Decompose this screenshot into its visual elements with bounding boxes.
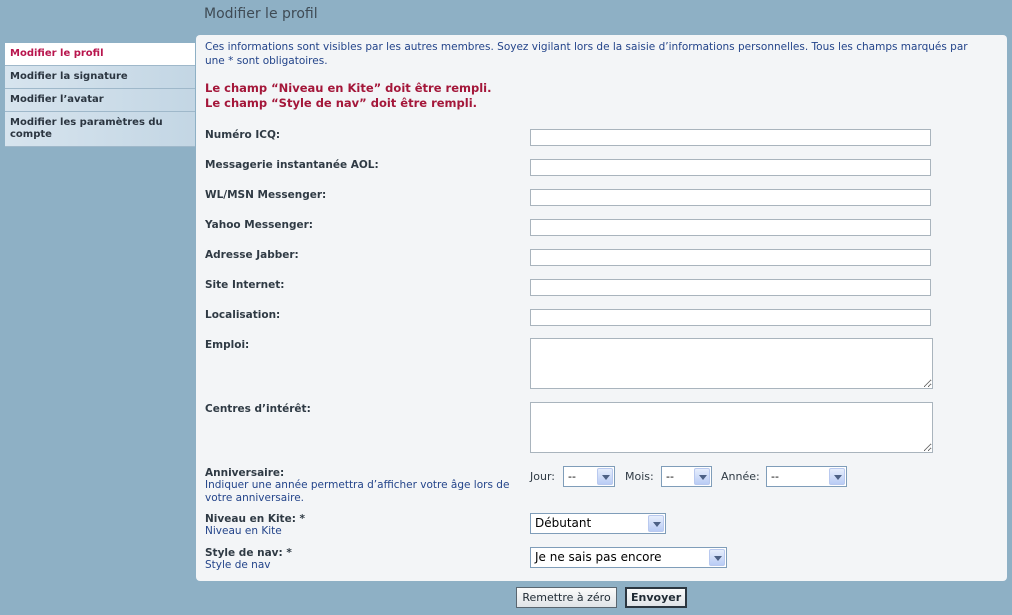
kite-level-label-group <box>205 513 525 538</box>
nav-style-select-value: Je ne sais pas encore <box>535 550 662 564</box>
sidebar-item-signature[interactable]: Modifier la signature <box>5 66 195 89</box>
chevron-down-icon <box>597 468 613 485</box>
aol-input[interactable] <box>530 159 931 176</box>
nav-style-label-group <box>205 547 525 572</box>
error-message: Le champ “Niveau en Kite” doit être rempli. <box>205 81 492 95</box>
job-textarea[interactable] <box>530 338 933 389</box>
chevron-down-icon <box>648 515 664 532</box>
kite-level-select[interactable] <box>530 513 666 534</box>
intro-text: Ces informations sont visibles par les autres membres. Soyez vigilant lors de la saisie d’informations personnelles. Tous les champs marqués par une * sont obligatoires. <box>205 41 968 67</box>
day-label: Jour: <box>530 470 555 483</box>
day-select-value: -- <box>568 470 576 483</box>
interests-label: Centres d’intérêt: <box>205 403 311 415</box>
chevron-down-icon <box>709 549 725 566</box>
sidebar-item-profile[interactable]: Modifier le profil <box>5 43 195 66</box>
year-select-value: -- <box>771 470 779 483</box>
yahoo-label: Yahoo Messenger: <box>205 219 313 231</box>
kite-level-hint: Niveau en Kite <box>205 525 282 537</box>
nav-style-hint: Style de nav <box>205 559 271 571</box>
month-select[interactable] <box>661 466 712 487</box>
error-message: Le champ “Style de nav” doit être rempli. <box>205 96 478 110</box>
birthday-label-group <box>205 467 525 505</box>
nav-style-select[interactable] <box>530 547 727 568</box>
icq-label: Numéro ICQ: <box>205 129 281 141</box>
sidebar-item-account-settings[interactable]: Modifier les paramètres du compte <box>5 112 195 147</box>
error-messages <box>205 81 491 111</box>
birthday-hint: Indiquer une année permettra d’afficher votre âge lors de votre anniversaire. <box>205 479 510 504</box>
reset-button[interactable]: Remettre à zéro <box>516 587 617 608</box>
nav-style-label: Style de nav: * <box>205 547 292 559</box>
location-label: Localisation: <box>205 309 281 321</box>
yahoo-input[interactable] <box>530 219 931 236</box>
kite-level-label: Niveau en Kite: * <box>205 513 306 525</box>
chevron-down-icon <box>694 468 710 485</box>
kite-level-select-value: Débutant <box>535 516 592 530</box>
submit-button[interactable]: Envoyer <box>625 587 687 608</box>
sidebar <box>5 43 195 147</box>
msn-label: WL/MSN Messenger: <box>205 189 327 201</box>
website-input[interactable] <box>530 279 931 296</box>
jabber-label: Adresse Jabber: <box>205 249 299 261</box>
website-label: Site Internet: <box>205 279 285 291</box>
month-select-value: -- <box>666 470 674 483</box>
icq-input[interactable] <box>530 129 931 146</box>
aol-label: Messagerie instantanée AOL: <box>205 159 379 171</box>
birthday-label: Anniversaire: <box>205 467 285 479</box>
year-label: Année: <box>721 470 760 483</box>
month-label: Mois: <box>625 470 654 483</box>
location-input[interactable] <box>530 309 931 326</box>
interests-textarea[interactable] <box>530 402 933 453</box>
profile-form-panel <box>196 35 1007 581</box>
job-label: Emploi: <box>205 339 250 351</box>
page-title: Modifier le profil <box>204 6 318 22</box>
jabber-input[interactable] <box>530 249 931 266</box>
chevron-down-icon <box>829 468 845 485</box>
sidebar-item-avatar[interactable]: Modifier l’avatar <box>5 89 195 112</box>
day-select[interactable] <box>563 466 615 487</box>
msn-input[interactable] <box>530 189 931 206</box>
year-select[interactable] <box>766 466 847 487</box>
